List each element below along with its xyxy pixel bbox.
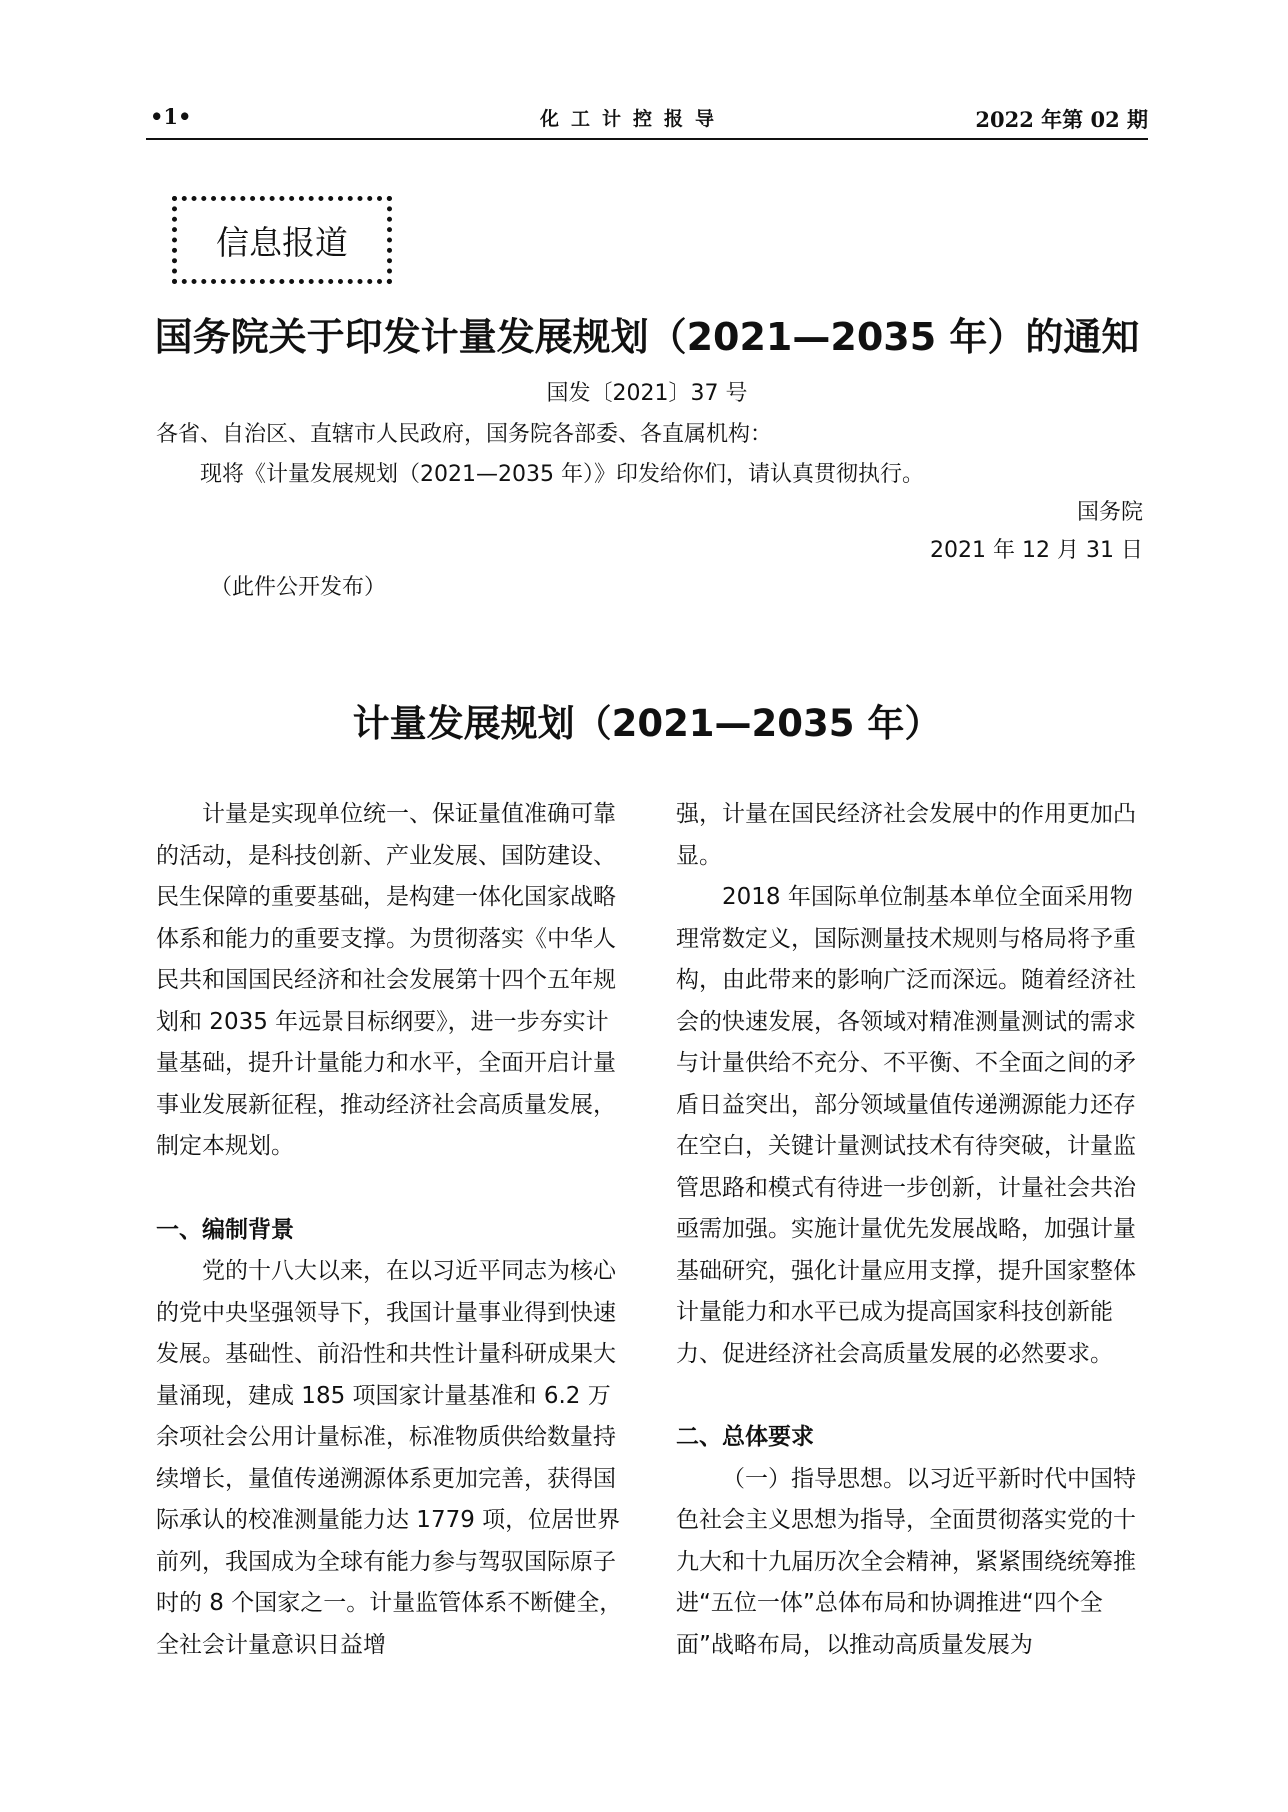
publish-note: （此件公开发布）: [210, 575, 387, 600]
notice-date: 2021 年 12 月 31 日: [930, 538, 1143, 563]
journal-name: 化工计控报导: [540, 108, 727, 130]
section-1-heading: 一、编制背景: [156, 1216, 294, 1243]
notice-title: 国务院关于印发计量发展规划（2021—2035 年）的通知: [154, 315, 1140, 359]
notice-signer: 国务院: [1076, 500, 1143, 525]
section-2-heading: 二、总体要求: [676, 1424, 814, 1450]
left-column: [156, 794, 626, 1666]
header-rule: [146, 138, 1148, 140]
notice-addressee: 各省、自治区、直辖市人民政府，国务院各部委、各直属机构：: [156, 422, 773, 447]
issue-number: 2022 年第 02 期: [975, 107, 1148, 132]
right-column: [676, 794, 1146, 1666]
notice-body: 现将《计量发展规划（2021—2035 年）》印发给你们，请认真贯彻执行。: [200, 462, 924, 487]
plan-title: 计量发展规划（2021—2035 年）: [352, 702, 942, 745]
intro-paragraph: 计量是实现单位统一、保证量值准确可靠的活动，是科技创新、产业发展、国防建设、民生保障的重要基础，是构建一体化国家战略体系和能力的重要支撑。为贯彻落实《中华人民共和国国民经济和社会发展第十四个五年规划和 2035 年远景目标纲要》，进一步夯实计量基础，提升计量能力和水平，全面开启计量事业发展新征程，推动经济社会高质量发展，制定本规划。: [156, 801, 616, 1159]
section-2-paragraph-1: （一）指导思想。以习近平新时代中国特色社会主义思想为指导，全面贯彻落实党的十九大和十九届历次全会精神，紧紧围绕统筹推进“五位一体”总体布局和协调推进“四个全面”战略布局，以推动高质量发展为: [676, 1465, 1136, 1658]
page-number: •1•: [150, 104, 192, 129]
section-tag-label: 信息报道: [216, 222, 348, 262]
paragraph-gap: [676, 1375, 1146, 1417]
document-number: 国发〔2021〕37 号: [546, 381, 748, 406]
section-1-paragraph-2: 2018 年国际单位制基本单位全面采用物理常数定义，国际测量技术规则与格局将予重构，由此带来的影响广泛而深远。随着经济社会的快速发展，各领域对精准测量测试的需求与计量供给不充分、不平衡、不全面之间的矛盾日益突出，部分领域量值传递溯源能力还存在空白，关键计量测试技术有待突破，计量监管思路和模式有待进一步创新，计量社会共治亟需加强。实施计量优先发展战略，加强计量基础研究，强化计量应用支撑，提升国家整体计量能力和水平已成为提高国家科技创新能力、促进经济社会高质量发展的必然要求。: [676, 884, 1136, 1367]
section-1-paragraph-1: 党的十八大以来，在以习近平同志为核心的党中央坚强领导下，我国计量事业得到快速发展。基础性、前沿性和共性计量科研成果大量涌现，建成 185 项国家计量基准和 6.2 万余项社会公用计量标准，标准物质供给数量持续增长，量值传递溯源体系更加完善，获得国际承认的校准测量能力达 1779 项，位居世界前列，我国成为全球有能力参与驾驭国际原子时的 8 个国家之一。计量监管体系不断健全，全社会计量意识日益增: [156, 1258, 623, 1658]
section-tag-box: [172, 196, 392, 284]
paragraph-gap: [156, 1168, 626, 1210]
section-1-paragraph-1-continued: 强，计量在国民经济社会发展中的作用更加凸显。: [676, 801, 1136, 869]
